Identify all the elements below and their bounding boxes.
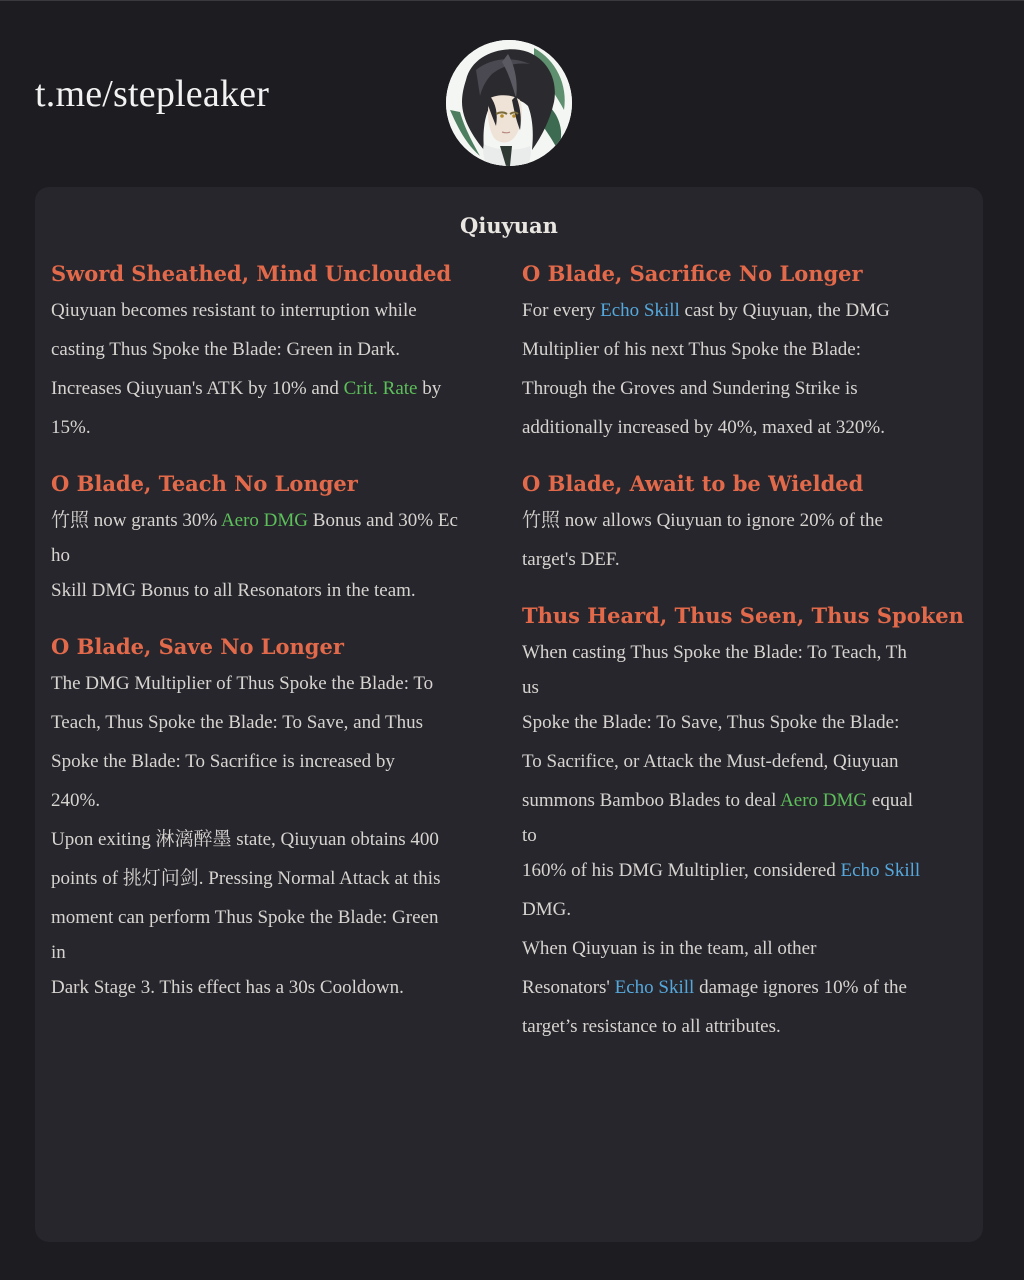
skill-description-line [51, 369, 497, 408]
watermark-link[interactable]: t.me/stepleaker [35, 73, 270, 115]
skill-description-line: target’s resistance to all attributes. [522, 1016, 781, 1037]
left-column [51, 257, 497, 1027]
skill-description-line: ho [51, 545, 70, 566]
description-text: For every [522, 300, 601, 321]
skill-description-line: Spoke the Blade: To Save, Thus Spoke the Blade: [522, 712, 900, 733]
keyword-highlight: Aero DMG [780, 790, 868, 811]
skill-description-line [522, 781, 968, 820]
skill-description-line: The DMG Multiplier of Thus Spoke the Blade: To [51, 673, 434, 694]
skill-title: O Blade, Save No Longer [51, 634, 344, 659]
skill-section [522, 257, 968, 447]
skill-description-line: additionally increased by 40%, maxed at 320%. [522, 417, 886, 438]
keyword-highlight: Echo Skill [840, 860, 921, 881]
keyword-highlight: Echo Skill [614, 977, 695, 998]
skill-title: Thus Heard, Thus Seen, Thus Spoken [522, 603, 964, 628]
description-text: Bonus and 30% Ec [308, 510, 458, 531]
skill-title: O Blade, Sacrifice No Longer [522, 261, 863, 286]
description-text: by [417, 378, 442, 399]
skill-description-line: DMG. [522, 899, 572, 920]
avatar [446, 40, 572, 166]
skill-description-line: moment can perform Thus Spoke the Blade: Green [51, 907, 439, 928]
description-text: damage ignores 10% of the [694, 977, 907, 998]
skill-description-line: Multiplier of his next Thus Spoke the Blade: [522, 339, 861, 360]
skill-description-line: 15%. [51, 417, 91, 438]
skill-description-line: to [522, 825, 537, 846]
skill-description-line: Skill DMG Bonus to all Resonators in the team. [51, 580, 416, 601]
keyword-highlight: Crit. Rate [343, 378, 418, 399]
skill-title: Sword Sheathed, Mind Unclouded [51, 261, 452, 286]
right-column [522, 257, 968, 1066]
skill-description-line: When Qiuyuan is in the team, all other [522, 938, 817, 959]
skill-description-line: points of 挑灯问剑. Pressing Normal Attack at this [51, 868, 441, 889]
keyword-highlight: Aero DMG [220, 510, 309, 531]
skill-description-line: Spoke the Blade: To Sacrifice is increased by [51, 751, 395, 772]
skill-description-line: Teach, Thus Spoke the Blade: To Save, and Thus [51, 712, 424, 733]
description-text: 竹照 now grants 30% [51, 510, 221, 531]
skill-description-line [522, 851, 968, 890]
skill-description-line: To Sacrifice, or Attack the Must-defend, Qiuyuan [522, 751, 899, 772]
skill-description-line: Qiuyuan becomes resistant to interruption while [51, 300, 417, 321]
skill-title: O Blade, Teach No Longer [51, 471, 358, 496]
skill-description-line: 240%. [51, 790, 101, 811]
skill-description-line [51, 501, 497, 540]
skill-section [522, 467, 968, 579]
skill-section [51, 257, 497, 447]
top-divider [0, 0, 1024, 1]
skill-description-line: in [51, 942, 66, 963]
skill-title: O Blade, Await to be Wielded [522, 471, 864, 496]
skill-description-line: When casting Thus Spoke the Blade: To Teach, Th [522, 642, 907, 663]
character-avatar-icon [446, 40, 572, 166]
description-text: Resonators' [522, 977, 615, 998]
skill-description-line: 竹照 now allows Qiuyuan to ignore 20% of the [522, 510, 883, 531]
skill-section [51, 467, 497, 610]
skill-description-line: casting Thus Spoke the Blade: Green in Dark. [51, 339, 400, 360]
skill-description-line: Dark Stage 3. This effect has a 30s Cooldown. [51, 977, 404, 998]
skill-description-line: us [522, 677, 539, 698]
skill-description-line [522, 968, 968, 1007]
skill-card [35, 187, 983, 1242]
skill-description-line [522, 291, 968, 330]
skill-description-line: Through the Groves and Sundering Strike is [522, 378, 858, 399]
description-text: cast by Qiuyuan, the DMG [679, 300, 890, 321]
skill-description-line: target's DEF. [522, 549, 620, 570]
skill-section [51, 630, 497, 1007]
description-text: equal [867, 790, 914, 811]
description-text: summons Bamboo Blades to deal [522, 790, 781, 811]
keyword-highlight: Echo Skill [600, 300, 680, 321]
description-text: Increases Qiuyuan's ATK by 10% and [51, 378, 344, 399]
card-title: Qiuyuan [460, 213, 558, 238]
skill-description-line: Upon exiting 淋漓醉墨 state, Qiuyuan obtains 400 [51, 829, 439, 850]
skill-section [522, 599, 968, 1046]
description-text: 160% of his DMG Multiplier, considered [522, 860, 841, 881]
